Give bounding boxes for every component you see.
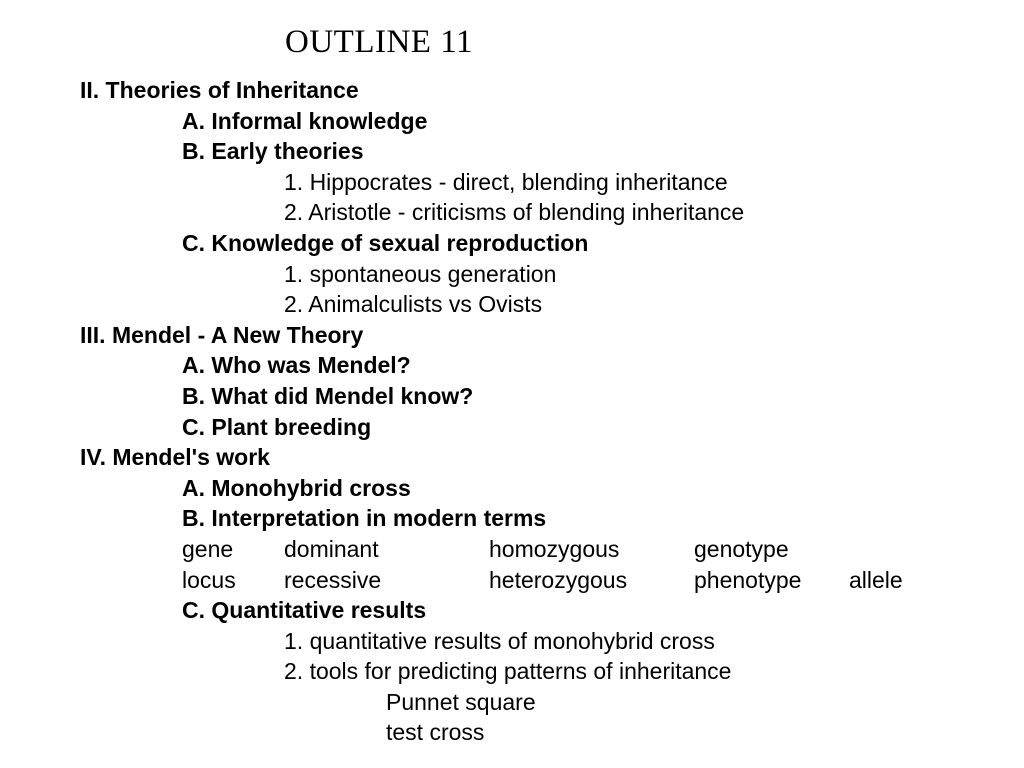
term: allele bbox=[849, 566, 903, 593]
outline-subitem-ii-b-2: 2. Aristotle - criticisms of blending inheritance bbox=[284, 199, 745, 226]
outline-item-iv-b: B. Interpretation in modern terms bbox=[182, 505, 547, 532]
outline-subsubitem-test-cross: test cross bbox=[386, 719, 485, 746]
page-title: OUTLINE 11 bbox=[285, 24, 473, 60]
term: homozygous bbox=[489, 535, 620, 562]
outline-subitem-ii-b-1: 1. Hippocrates - direct, blending inheritance bbox=[284, 168, 728, 195]
outline-body bbox=[0, 75, 1024, 748]
term: gene bbox=[182, 535, 234, 562]
outline-subsubitem-punnet-square: Punnet square bbox=[386, 688, 536, 715]
outline-item-iii-c: C. Plant breeding bbox=[182, 413, 372, 440]
section-heading-ii: II. Theories of Inheritance bbox=[80, 77, 359, 103]
outline-item-ii-a: A. Informal knowledge bbox=[182, 107, 428, 134]
outline-item-iv-a: A. Monohybrid cross bbox=[182, 474, 411, 501]
outline-item-iii-a: A. Who was Mendel? bbox=[182, 352, 411, 379]
outline-subitem-ii-c-2: 2. Animalculists vs Ovists bbox=[284, 291, 543, 318]
section-heading-iv: IV. Mendel's work bbox=[80, 444, 270, 471]
outline-subitem-iv-c-1: 1. quantitative results of monohybrid cross bbox=[284, 627, 715, 654]
outline-item-iv-c: C. Quantitative results bbox=[182, 597, 427, 624]
outline-item-iii-b: B. What did Mendel know? bbox=[182, 382, 474, 409]
terms-row-1 bbox=[0, 534, 1024, 565]
term: dominant bbox=[284, 535, 379, 562]
term: heterozygous bbox=[489, 566, 628, 593]
outline-subitem-ii-c-1: 1. spontaneous generation bbox=[284, 260, 557, 287]
term: locus bbox=[182, 566, 236, 593]
term: phenotype bbox=[694, 566, 802, 593]
term: recessive bbox=[284, 566, 382, 593]
outline-subitem-iv-c-2: 2. tools for predicting patterns of inheritance bbox=[284, 658, 732, 685]
term: genotype bbox=[694, 535, 789, 562]
section-heading-iii: III. Mendel - A New Theory bbox=[80, 321, 364, 348]
terms-row-2 bbox=[0, 565, 1024, 596]
outline-item-ii-c: C. Knowledge of sexual reproduction bbox=[182, 229, 589, 256]
outline-item-ii-b: B. Early theories bbox=[182, 138, 364, 165]
